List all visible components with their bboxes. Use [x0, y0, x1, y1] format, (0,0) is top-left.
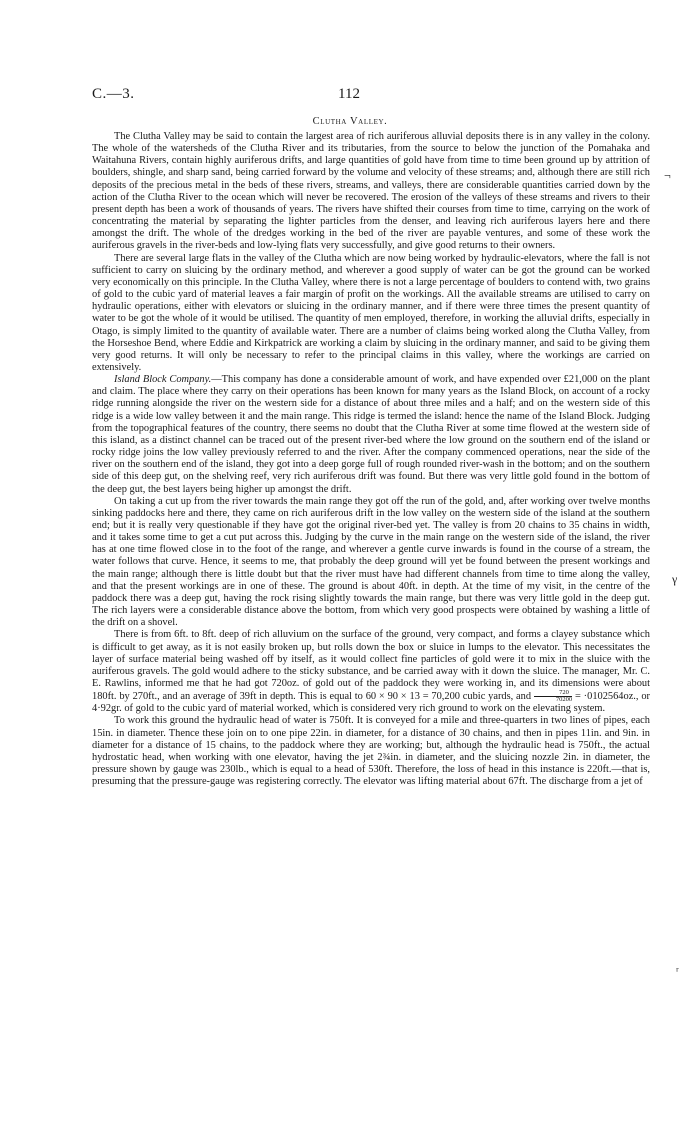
- report-code: C.—3.: [92, 86, 135, 102]
- fraction-numerator: 720: [534, 690, 572, 697]
- paragraph-alluvium: [92, 629, 650, 715]
- body-text: [92, 131, 650, 788]
- paragraph-cut-up-river: On taking a cut up from the river towards the main range they got off the run of the gold, and, after working over twelve months sinking paddocks here and there, they came on rich auriferous drift in the low valley on the western side of the island at the southern end; but it is really very questionable if they have got the original river-bed yet. The valley is from 20 chains to 35 chains in width, and it takes some time to get a cut put across this. Judging by the curve in the main range on the western side of the island, the river has at one time flowed close in to the foot of the range, and wherever a gentle curve inwards is found in the course of a stream, the water follows that curve. Hence, it seems to me, that probably the deep ground will yet be found between the present workings and the main range; although there is little doubt but that the river must have had different channels from time to time along the valley, and that the present workings are in one of these. The ground is about 40ft. in depth. At the time of my visit, in the centre of the paddock there was a deep gut, having the rock rising slightly towards the main range, but there was very little gold in the deep gut. The rich layers were a considerable distance above the bottom, from which very good prospects were obtained by washing a little of the drift on a shovel.: [92, 495, 650, 629]
- island-block-heading: Island Block Company.: [114, 374, 212, 386]
- gold-ratio-fraction: [534, 690, 572, 703]
- paragraph-hydraulic-elevators: There are several large flats in the valley of the Clutha which are now being worked by hydraulic-elevators, where the fall is not sufficient to carry on sluicing by the ordinary method, and wherever a good supply of water can be got the ground can be worked very economically on this principle. In the Clutha Valley, where there is not a large percentage of boulders to contend with, two grains of gold to the cubic yard of material leaves a fair margin of profit on the workings. All the available streams are utilised to carry on hydraulic operations, either with elevators or sluicing in the ordinary manner, and if there were three times the present quantity of water to be got the whole of it would be utilised. The quantity of men employed, therefore, in working the alluvial drifts, especially in Otago, is simply limited to the quantity of available water. There are a number of claims being worked along the Clutha Valley, from the Horseshoe Bend, where Eddie and Kirkpatrick are working a claim by sluicing in the ordinary manner, and said to be giving them very good returns. It will only be necessary to refer to the principal claims in this valley, where the workings are carried on extensively.: [92, 252, 650, 373]
- paragraph-intro: The Clutha Valley may be said to contain the largest area of rich auriferous alluvial deposits there is in any valley in the colony. The whole of the watersheds of the Clutha River and its tributaries, from the source to below the junction of the Pomahaka and Waitahuna Rivers, contain highly auriferous drifts, and large quantities of gold have from time to time been ground up by attrition of boulders, shingle, and sharp sand, being carried forward by the volume and velocity of these streams; and, although there are still rich deposits of the precious metal in the beds of these rivers, streams, and valleys, there are considerable quantities carried down by the action of the Clutha River to the ocean which will never be recovered. The erosion of the valleys of these streams and rivers to their present depth has been a work of thousands of years. The rivers have shifted their courses from time to time, carrying on the work of concentrating the material by separating the lighter particles from the denser, and leaving rich auriferous layers here and there amongst the drift. The whole of the dredges working in the bed of the river are payable ventures, and some of these work the auriferous gravels in the river-beds and low-lying flats very successfully, and give good returns to their owners.: [92, 131, 650, 252]
- paragraph-hydraulic-head: To work this ground the hydraulic head of water is 750ft. It is conveyed for a mile and three-quarters in two lines of pipes, each 15in. in diameter. Thence these join on to one pipe 22in. in diameter, for a distance of 30 chains, and then in pipes 11in. and 9in. in diameter for a distance of 15 chains, to the paddock where they are working; but, although the hydraulic head is 750ft., the actual hydrostatic head, when working with one elevator, having the jet 2¾in. in diameter, and the sluicing nozzle 2in. in diameter, the pressure shown by gauge was 230lb., which is equal to a head of 530ft. Therefore, the loss of head in this instance is 220ft.—that is, presuming that the pressure-gauge was registering correctly. The elevator was lifting material about 67ft. The discharge from a jet of: [92, 715, 650, 788]
- alluvium-text-start: There is from 6ft. to 8ft. deep of rich alluvium on the surface of the ground, very compact, and forms a clayey substance which is difficult to get away, as it is not easily broken up, but rolls down the box or sluice in lumps to the elevator. This necessitates the layer of surface material being washed off by itself, as it would collect fine particles of gold were it to mix in the sluice with the auriferous gravels. The gold would adhere to the sticky substance, and be carried away with it down the sluice. The manager, Mr. C. E. Rawlins, informed me that he had got 720oz. of gold out of the paddock they were working in, and its dimensions were about 180ft. by 270ft., and an average of 39ft in depth. This is equal to 60 × 90 × 13 = 70,200 cubic yards, and: [92, 629, 650, 703]
- fraction-denominator: 70200: [555, 696, 573, 704]
- island-block-text: —This company has done a considerable amount of work, and have expended over £21,000 on the plant and claim. The place where they carry on their operations has been known for many years as the Island Block, on account of a rocky ridge running alongside the river on the western side for a distance of about three miles and a half; and on the western side of this ridge is a wide low valley between it and the main range. This ridge is termed the island: hence the name of the Island Block. Judging from the topographical features of the country, there seems no doubt that the Clutha River at some time flowed at the western side of this island, as a distinct channel can be traced out of the present river-bed where the low ground on the southern end of the island or rocky ridge joins the low valley previously referred to and the river. After the company commenced operations, near the side of the river on the southern end of the island, they got into a deep gorge full of rough rounded river-wash in the bottom; and on the southern side of this deep gut, on the shelving reef, very rich auriferous drift was found. But there was very little gold found in the bottom of the deep gut, the best layers being higher up amongst the drift.: [92, 374, 650, 495]
- page-number: 112: [338, 86, 360, 102]
- margin-mark: γ: [672, 572, 678, 586]
- margin-mark: ¬: [664, 168, 671, 182]
- paragraph-island-block: [92, 374, 650, 496]
- section-heading: Clutha Valley.: [312, 116, 388, 127]
- alluvium-text-end: = ·0102564oz., or 4·92gr. of gold to the cubic yard of material worked, which is considered very rich ground to work on the elevating system.: [92, 691, 650, 715]
- margin-mark: ʳ: [676, 964, 679, 978]
